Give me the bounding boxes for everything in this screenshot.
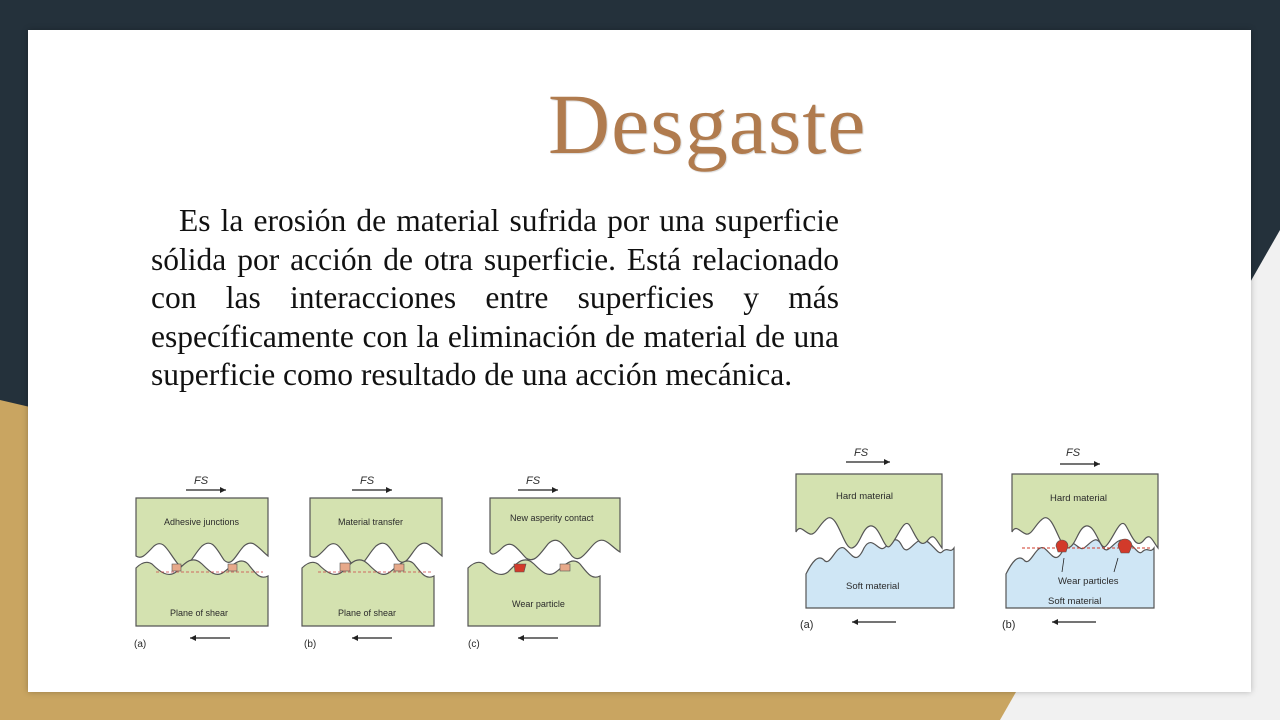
new-asperity-contact-label: New asperity contact xyxy=(510,513,594,523)
plane-of-shear-label-b: Plane of shear xyxy=(338,608,397,618)
panel-label-c: (c) xyxy=(468,639,480,650)
slide-paragraph: Es la erosión de material sufrida por una superficie sólida por acción de otra superficie. Está relacionado con las interacciones entre superficies y más específicamente con la eliminación de material de una superficie como resultado de una acción mecánica. xyxy=(151,203,839,392)
slide-title: Desgaste xyxy=(548,76,867,172)
adhesive-panel-a xyxy=(134,475,268,650)
soft-material-label-a: Soft material xyxy=(846,581,900,592)
abrasive-panel-b xyxy=(1002,447,1158,631)
abrasive-panel-a xyxy=(796,447,954,631)
panel-label-b: (b) xyxy=(304,639,317,650)
wear-particles-label: Wear particles xyxy=(1058,576,1119,587)
force-label-c: FS xyxy=(526,475,541,487)
soft-material-label-b: Soft material xyxy=(1048,596,1102,607)
wear-particle-label: Wear particle xyxy=(512,599,565,609)
force-label-a: FS xyxy=(194,475,209,487)
adhesive-panel-b xyxy=(302,475,442,650)
adhesive-panel-c xyxy=(468,475,620,650)
material-transfer-label: Material transfer xyxy=(338,517,404,527)
force-label-rb: FS xyxy=(1066,447,1081,459)
panel-label-rb: (b) xyxy=(1002,619,1016,631)
plane-of-shear-label-a: Plane of shear xyxy=(170,608,229,618)
force-label-ra: FS xyxy=(854,447,869,459)
adhesive-wear-figure xyxy=(128,468,628,658)
adhesive-junctions-label: Adhesive junctions xyxy=(164,517,240,527)
panel-label-ra: (a) xyxy=(800,619,814,631)
panel-label-a: (a) xyxy=(134,639,147,650)
force-label-b: FS xyxy=(360,475,375,487)
hard-material-label-a: Hard material xyxy=(836,491,894,502)
hard-material-label-b: Hard material xyxy=(1050,493,1108,504)
abrasive-wear-figure xyxy=(792,436,1172,636)
